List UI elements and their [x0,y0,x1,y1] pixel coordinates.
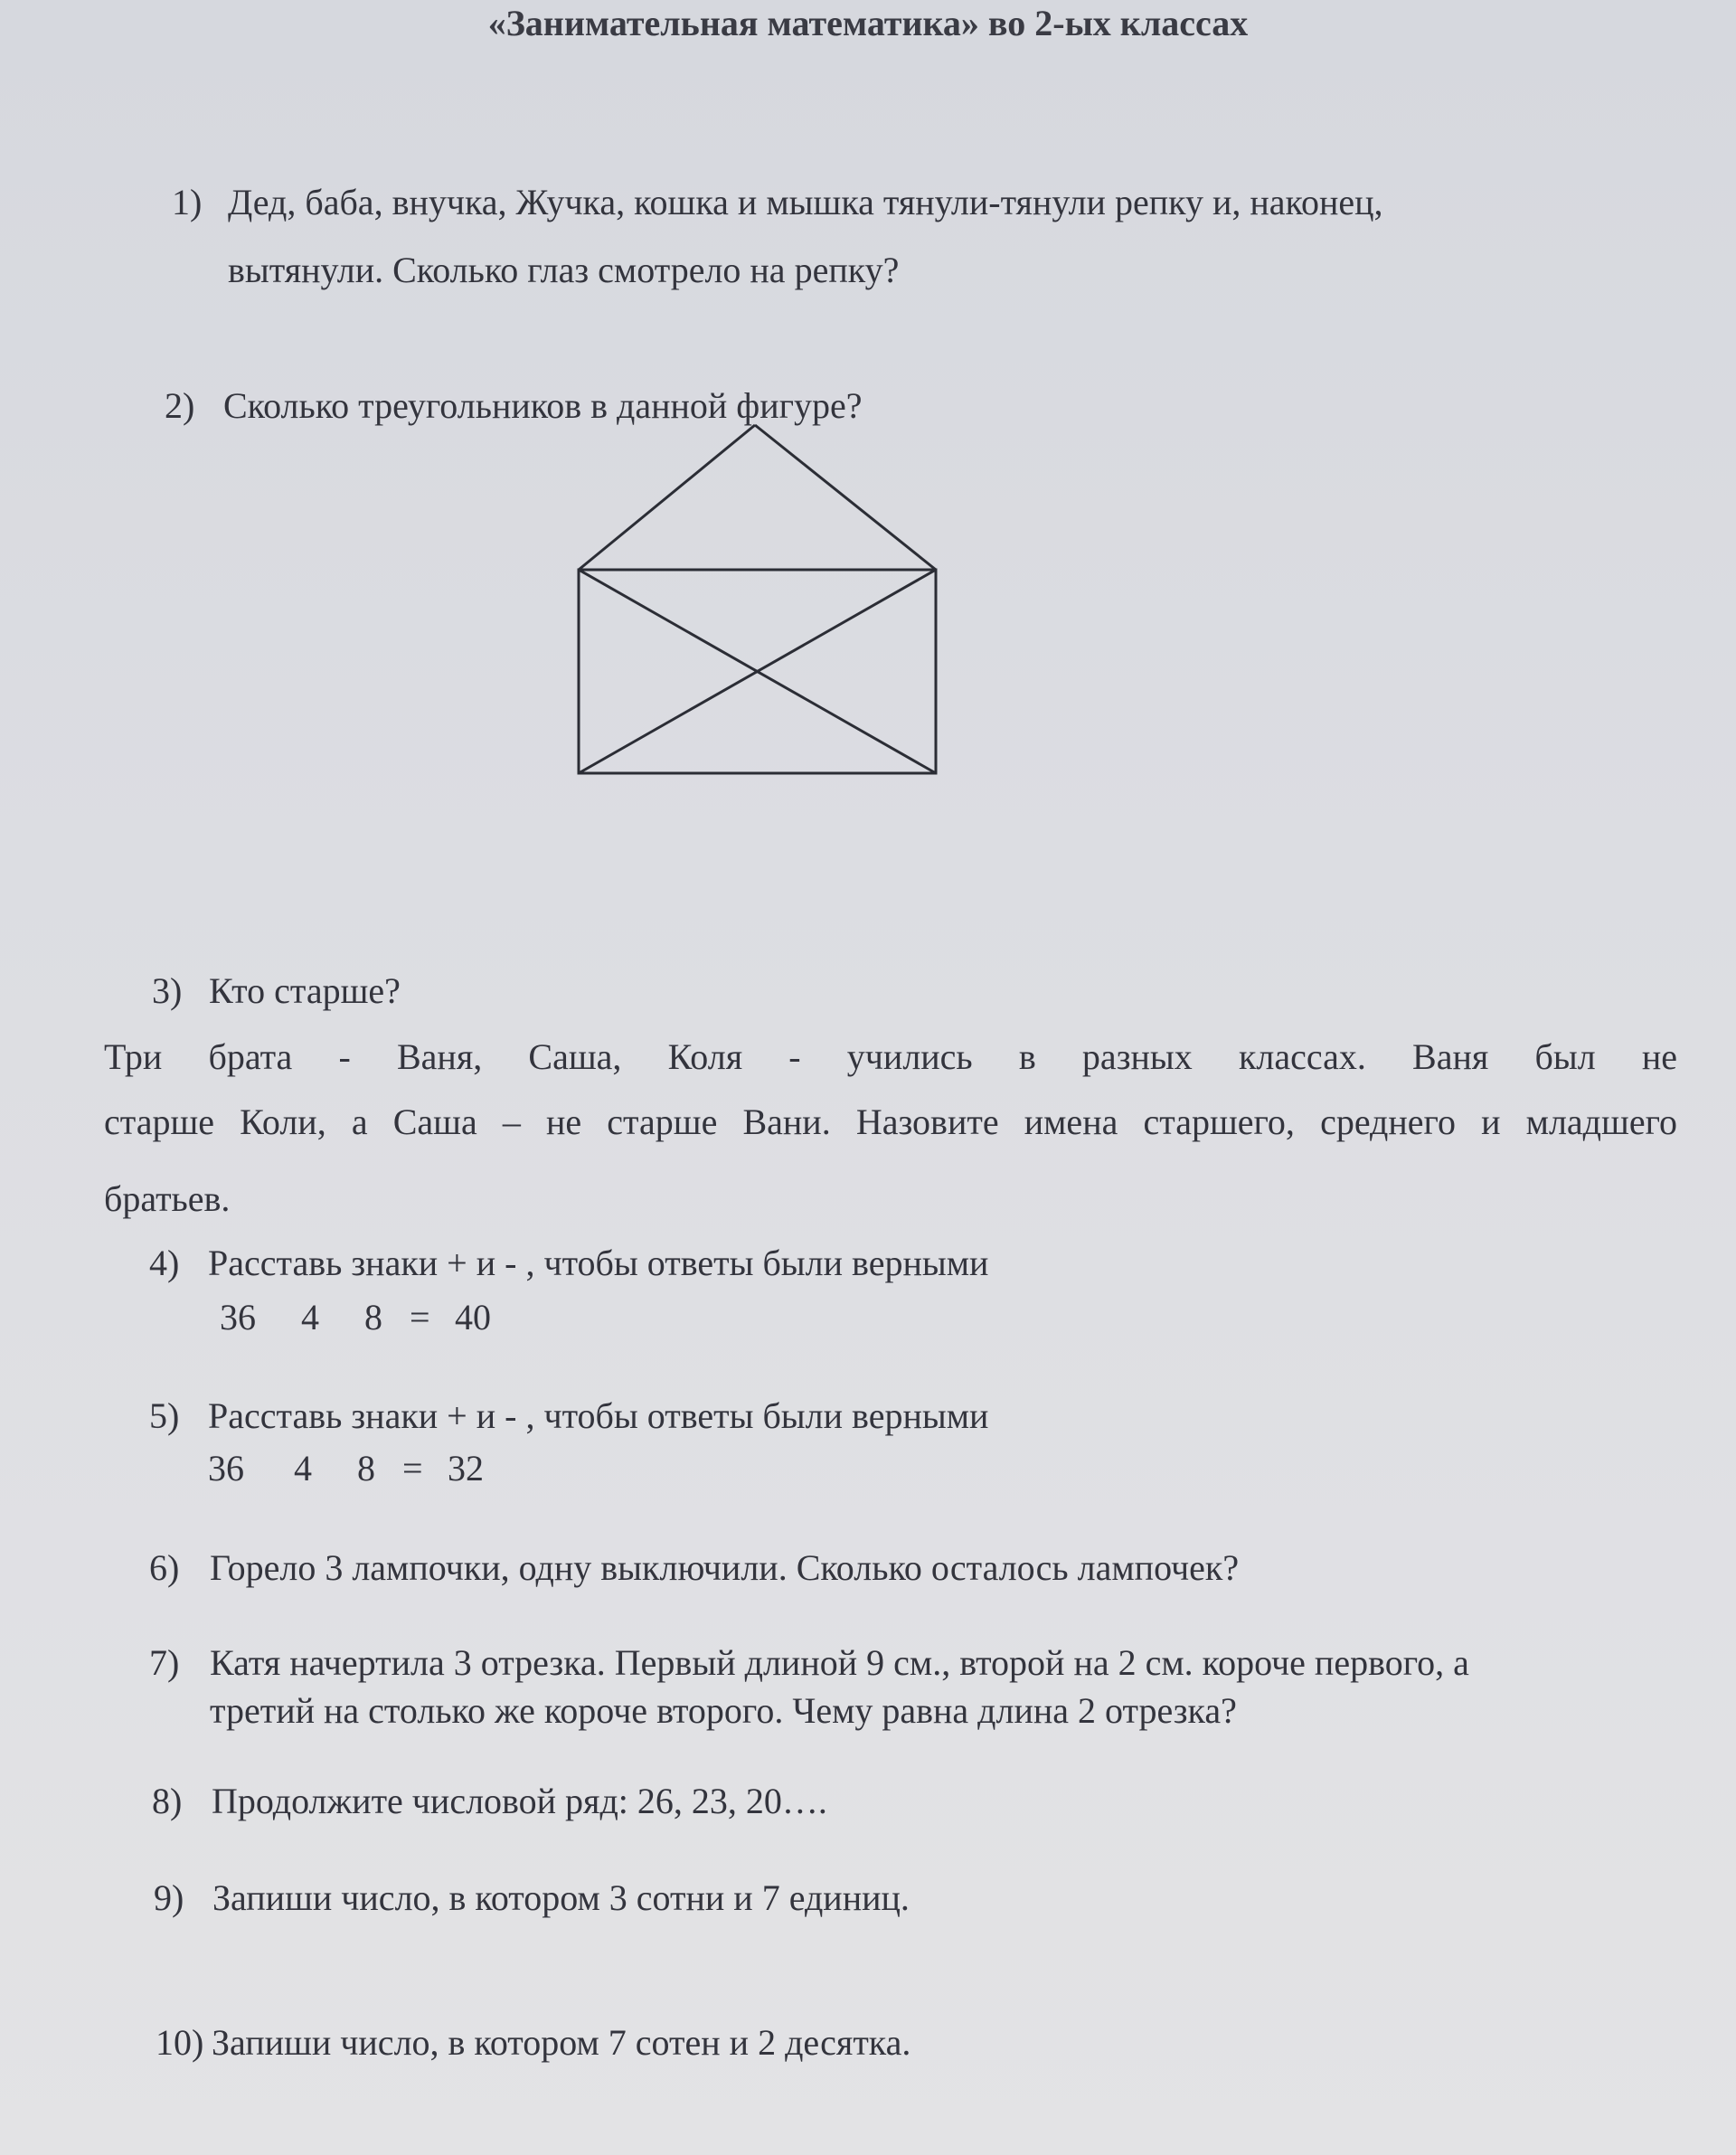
question-4-operand-b: 4 [301,1297,319,1337]
question-5-operand-b: 4 [294,1448,312,1489]
roof-left-edge [579,425,755,570]
question-5-operand-a: 36 [208,1448,244,1489]
question-9-number: 9) [154,1877,184,1918]
question-1-text-line-1: Дед, баба, внучка, Жучка, кошка и мышка тянули-тянули репку и, наконец, [228,182,1383,222]
question-5-equation [208,1447,484,1489]
question-10-number: 10) [156,2022,204,2063]
question-5-text: Расставь знаки + и - , чтобы ответы были верными [208,1395,989,1436]
question-3-text-line-3: братьев. [104,1178,231,1219]
question-3-number: 3) [152,970,183,1011]
question-3-heading-line [152,969,401,1012]
question-5-equals: = [402,1448,423,1489]
question-7-text-line-2: третий на столько же короче второго. Чему равна длина 2 отрезка? [210,1690,1237,1731]
question-4 [149,1242,988,1284]
question-3-text-line-2: старше Коли, а Саша – не старше Вани. Назовите имена старшего, среднего и младшего [104,1101,1677,1142]
question-2-text: Сколько треугольников в данной фигуре? [223,385,863,426]
question-4-result: 40 [455,1297,491,1337]
question-4-operand-a: 36 [220,1297,256,1337]
question-10-text: Запиши число, в котором 7 сотен и 2 десятка. [212,2022,911,2063]
question-8-number: 8) [152,1781,183,1821]
question-5-operand-c: 8 [357,1448,375,1489]
house-figure [574,421,945,791]
question-6 [149,1546,1239,1589]
question-9 [154,1876,910,1919]
question-4-operand-c: 8 [364,1297,382,1337]
question-3-heading: Кто старше? [209,970,401,1011]
question-2-number: 2) [165,385,195,426]
question-6-text: Горело 3 лампочки, одну выключили. Сколько осталось лампочек? [210,1547,1240,1588]
question-8 [152,1780,827,1822]
question-7-line-1 [149,1641,1469,1684]
question-8-text: Продолжите числовой ряд: 26, 23, 20…. [212,1781,827,1821]
question-1-text-line-2: вытянули. Сколько глаз смотрело на репку? [228,250,900,290]
question-7-text-line-1: Катя начертила 3 отрезка. Первый длиной 9 см., второй на 2 см. короче первого, а [210,1642,1469,1683]
question-3-text-line-1: Три брата - Ваня, Саша, Коля - учились в разных классах. Ваня был не [104,1036,1677,1077]
question-4-text: Расставь знаки + и - , чтобы ответы были верными [208,1243,989,1283]
question-9-text: Запиши число, в котором 3 сотни и 7 единиц. [212,1877,910,1918]
question-7-number: 7) [149,1642,180,1683]
question-1-number: 1) [172,182,203,222]
question-4-number: 4) [149,1243,180,1283]
question-6-number: 6) [149,1547,180,1588]
roof-right-edge [755,425,936,570]
question-4-equation [220,1296,491,1338]
question-10 [156,2021,910,2064]
question-5 [149,1394,988,1437]
worksheet-title: «Занимательная математика» во 2-ых классах [487,3,1249,43]
question-5-result: 32 [448,1448,484,1489]
question-4-equals: = [410,1297,430,1337]
question-5-number: 5) [149,1395,180,1436]
question-1-line-1 [172,181,1383,223]
